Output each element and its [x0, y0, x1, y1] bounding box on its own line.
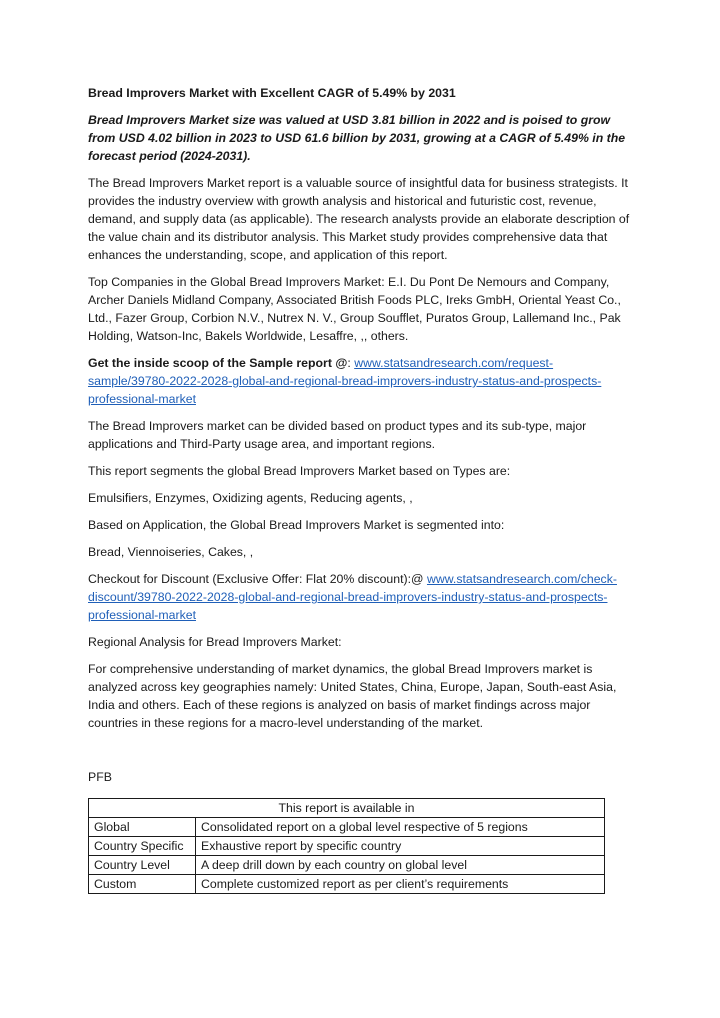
lead-paragraph: Bread Improvers Market size was valued at USD 3.81 billion in 2022 and is poised to grow from USD 4.02 billion in 2023 to USD 61.6 billion by 2031, growing at a CAGR of 5.49% in the forecast period (2024-2031). [88, 113, 626, 163]
table-cell-name: Global [89, 818, 196, 837]
table-cell-name: Custom [89, 875, 196, 894]
table-cell-name: Country Specific [89, 837, 196, 856]
table-cell-desc: A deep drill down by each country on global level [196, 856, 605, 875]
table-row [89, 818, 605, 837]
regional-title: Regional Analysis for Bread Improvers Market: [88, 635, 342, 649]
companies-paragraph: Top Companies in the Global Bread Improvers Market: E.I. Du Pont De Nemours and Company, Archer Daniels Midland Company, Associated British Foods PLC, Ireks GmbH, Oriental Yeast Co., Ltd., Fazer Group, Corbion N.V., Nutrex N. V., Group Soufflet, Puratos Group, Lallemand Inc., Pak Holding, Watson-Inc, Bakels Worldwide, Lesaffre, ,, others. [88, 275, 621, 343]
discount-label: Checkout for Discount (Exclusive Offer: Flat 20% discount):@ [88, 572, 427, 586]
table-cell-name: Country Level [89, 856, 196, 875]
sample-label: Get the inside scoop of the Sample report @ [88, 356, 348, 370]
divided-paragraph: The Bread Improvers market can be divided based on product types and its sub-type, major applications and Third-Party usage area, and important regions. [88, 419, 587, 451]
table-row [89, 837, 605, 856]
applications-paragraph: Bread, Viennoiseries, Cakes, , [88, 545, 254, 559]
pfb-label: PFB [88, 770, 112, 784]
overview-paragraph: The Bread Improvers Market report is a valuable source of insightful data for business strategists. It provides the industry overview with growth analysis and historical and futuristic cost, revenue, demand, and supply data (as applicable). The research analysts provide an elaborate description of the value chain and its distributor analysis. This Market study provides comprehensive data that enhances the understanding, scope, and application of this report. [88, 176, 630, 262]
table-header-cell: This report is available in [89, 799, 605, 818]
application-intro-paragraph: Based on Application, the Global Bread Improvers Market is segmented into: [88, 518, 505, 532]
discount-paragraph [88, 570, 633, 624]
table-cell-desc: Consolidated report on a global level respective of 5 regions [196, 818, 605, 837]
table-row [89, 856, 605, 875]
table-header-row [89, 799, 605, 818]
types-intro-paragraph: This report segments the global Bread Improvers Market based on Types are: [88, 464, 511, 478]
table-row [89, 875, 605, 894]
types-paragraph: Emulsifiers, Enzymes, Oxidizing agents, Reducing agents, , [88, 491, 413, 505]
document-page [88, 84, 633, 894]
sample-separator: : [347, 356, 355, 370]
table-cell-desc: Exhaustive report by specific country [196, 837, 605, 856]
sample-paragraph [88, 354, 633, 408]
sample-report-link[interactable]: www.statsandresearch.com/request-sample/39780-2022-2028-global-and-regional-bread-improvers-industry-status-and-prospects-professional-market [88, 356, 602, 406]
regional-paragraph: For comprehensive understanding of market dynamics, the global Bread Improvers market is analyzed across key geographies namely: United States, China, Europe, Japan, South-east Asia, India and others. Each of these regions is analyzed on basis of market findings across major countries in these regions for a macro-level understanding of the market. [88, 662, 617, 730]
document-title: Bread Improvers Market with Excellent CAGR of 5.49% by 2031 [88, 86, 456, 100]
availability-table [88, 798, 605, 894]
table-cell-desc: Complete customized report as per client’s requirements [196, 875, 605, 894]
discount-link[interactable]: www.statsandresearch.com/check-discount/39780-2022-2028-global-and-regional-bread-improvers-industry-status-and-prospects-professional-market [88, 572, 617, 622]
